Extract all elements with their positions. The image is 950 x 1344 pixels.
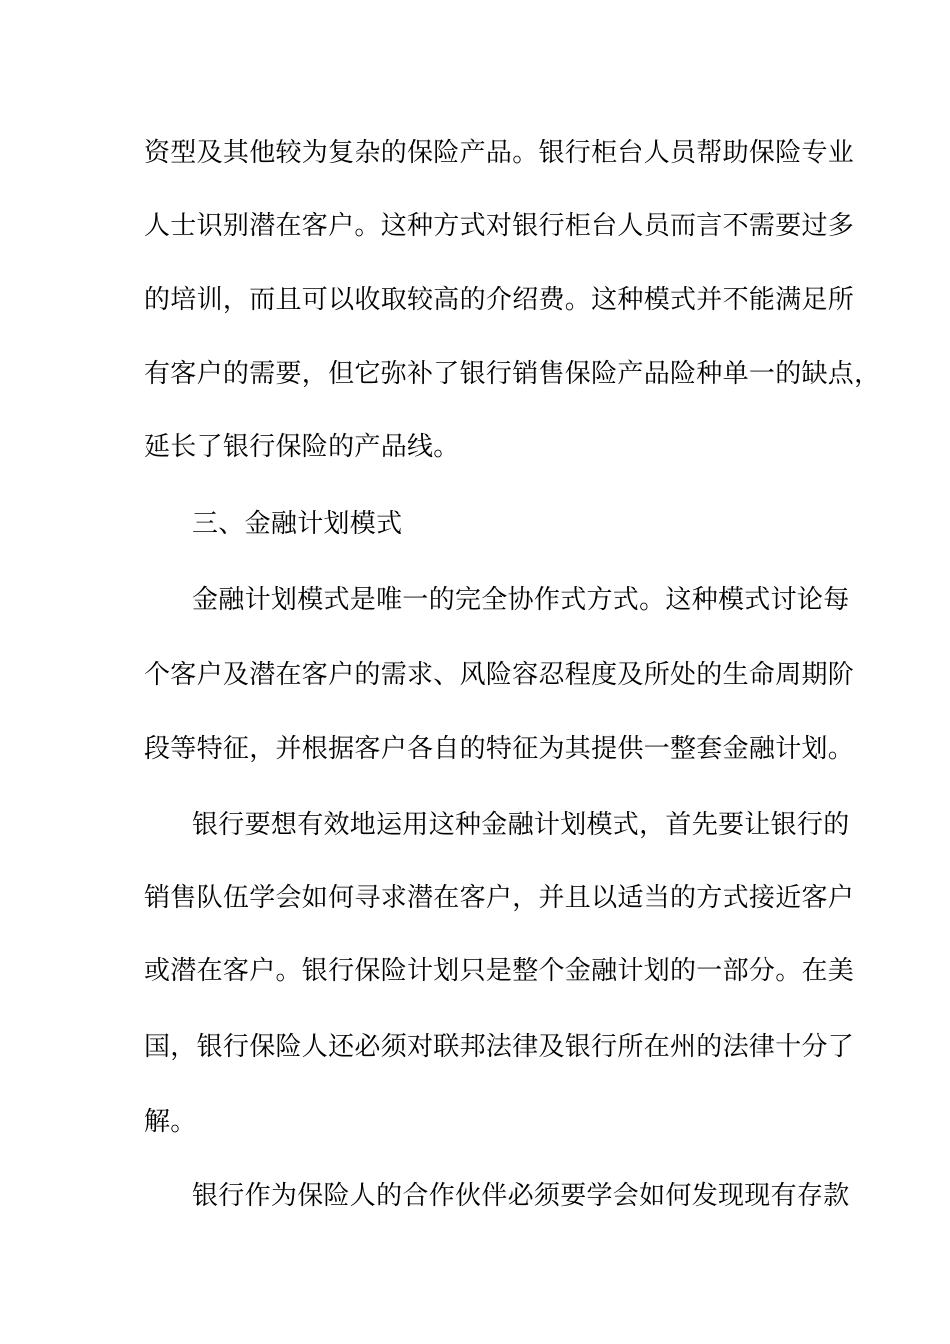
line-text: 解。 xyxy=(144,1107,197,1137)
line-text: 的培训，而且可以收取较高的介绍费。这种模式并不能满足所 xyxy=(144,285,855,315)
paragraph-line xyxy=(0,427,950,467)
paragraph-line xyxy=(0,354,950,394)
paragraph-line xyxy=(0,280,950,320)
line-text: 延长了银行保险的产品线。 xyxy=(144,432,460,462)
line-text: 银行要想有效地运用这种金融计划模式，首先要让银行的 xyxy=(192,810,850,840)
paragraph-line xyxy=(0,951,950,991)
line-text: 销售队伍学会如何寻求潜在客户，并且以适当的方式接近客户 xyxy=(144,883,855,913)
paragraph-line xyxy=(0,878,950,918)
line-text: 国，银行保险人还必须对联邦法律及银行所在州的法律十分了 xyxy=(144,1032,855,1062)
paragraph-line xyxy=(0,133,950,173)
paragraph-line xyxy=(0,1102,950,1142)
paragraph-line xyxy=(0,1027,950,1067)
line-text: 银行作为保险人的合作伙伴必须要学会如何发现现有存款 xyxy=(192,1181,850,1211)
line-text: 金融计划模式是唯一的完全协作式方式。这种模式讨论每 xyxy=(192,585,850,615)
paragraph-line xyxy=(0,729,950,769)
paragraph-line xyxy=(0,206,950,246)
section-heading xyxy=(0,504,950,544)
line-text: 人士识别潜在客户。这种方式对银行柜台人员而言不需要过多 xyxy=(144,211,855,241)
line-text: 个客户及潜在客户的需求、风险容忍程度及所处的生命周期阶 xyxy=(144,660,855,690)
line-text: 段等特征，并根据客户各自的特征为其提供一整套金融计划。 xyxy=(144,734,855,764)
line-text: 有客户的需要，但它弥补了银行销售保险产品险种单一的缺点， xyxy=(144,359,881,389)
paragraph-line xyxy=(0,1176,950,1216)
line-text: 或潜在客户。银行保险计划只是整个金融计划的一部分。在美 xyxy=(144,956,855,986)
line-text: 资型及其他较为复杂的保险产品。银行柜台人员帮助保险专业 xyxy=(144,138,855,168)
heading-text: 三、金融计划模式 xyxy=(192,509,403,539)
paragraph-line xyxy=(0,805,950,845)
paragraph-line xyxy=(0,655,950,695)
paragraph-line xyxy=(0,580,950,620)
